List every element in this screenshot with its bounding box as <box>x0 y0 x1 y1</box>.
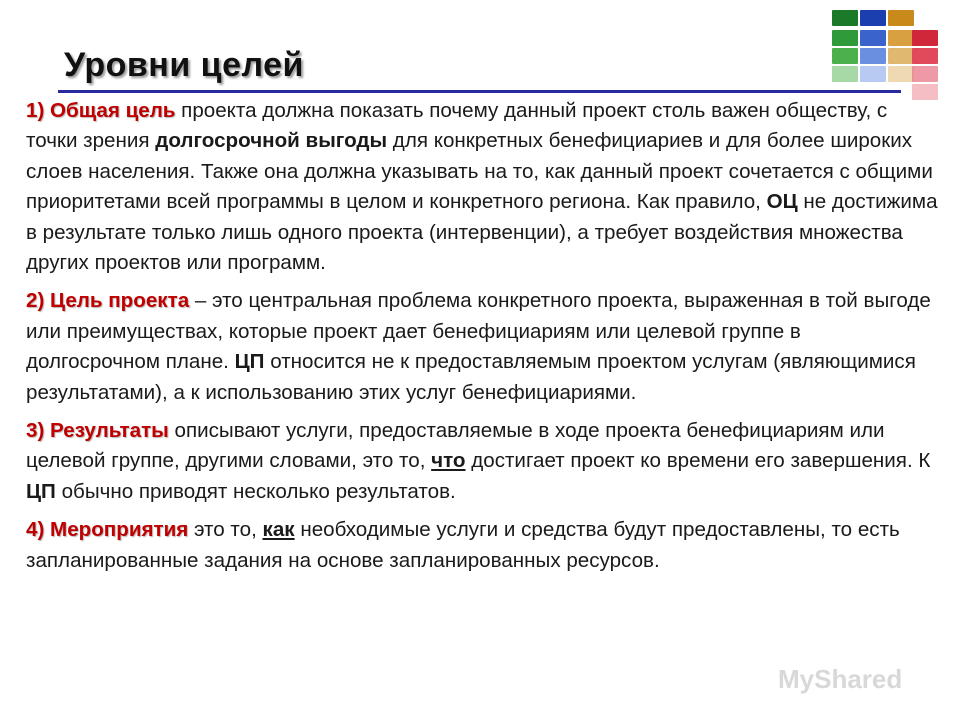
text-run: обычно приводят несколько результатов. <box>55 479 456 503</box>
cube-tile <box>832 30 858 46</box>
text-run: не достижима в результате только лишь одного проекта (интервенции), а требует воздействия множества других проектов или программ. <box>26 190 938 275</box>
paragraph-project-goal <box>26 286 938 408</box>
slide-body <box>26 96 938 584</box>
cube-tile <box>832 10 858 26</box>
text-run: для конкретных бенефициариев и для более широких слоев населения. Также она должна указывать на то, как данный проект сочетается с общими приоритетами всей программы в целом и конкретного региона. Как правило, <box>26 129 933 214</box>
heading-activities: 4) Мероприятия <box>26 518 189 542</box>
underlined-text: как <box>262 518 295 542</box>
paragraph-activities <box>26 515 938 576</box>
heading-general-goal: 1) Общая цель <box>26 99 176 122</box>
cube-tile <box>888 66 914 82</box>
cube-tile <box>832 48 858 64</box>
cube-tile <box>912 30 938 46</box>
bold-text: ОЦ <box>766 190 798 214</box>
underlined-text: что <box>431 449 466 473</box>
cube-tile <box>888 30 914 46</box>
text-run: проекта должна показать почему данный проект столь важен обществу, с точки зрения <box>26 99 888 153</box>
cube-tile <box>860 30 886 46</box>
paragraph-general-goal <box>26 96 938 278</box>
watermark-logo: MyShared <box>778 664 903 694</box>
cube-tile <box>912 48 938 64</box>
text-run: это то, <box>188 518 263 542</box>
bold-text: долгосрочной выгоды <box>155 129 388 153</box>
cube-tile <box>912 66 938 82</box>
slide-title: Уровни целей <box>64 46 304 84</box>
cube-tile <box>860 10 886 26</box>
text-run: необходимые услуги и средства будут предоставлены, то есть запланированные задания на основе запланированных ресурсов. <box>26 518 900 572</box>
bold-text: ЦП <box>234 350 265 374</box>
text-run: относится не к предоставляемым проектом услугам (являющимися результатами), а к использованию этих услуг бенефициариями. <box>26 350 916 404</box>
cube-tile <box>888 48 914 64</box>
cubes-logo-icon <box>832 10 944 106</box>
heading-results: 3) Результаты <box>26 419 169 443</box>
heading-project-goal: 2) Цель проекта <box>26 289 190 313</box>
bold-text: ЦП <box>26 479 56 503</box>
text-run: описывают услуги, предоставляемые в ходе проекта бенефициариям или целевой группе, другими словами, это то, <box>26 419 885 473</box>
cube-tile <box>860 48 886 64</box>
cube-tile <box>860 66 886 82</box>
cube-tile <box>832 66 858 82</box>
paragraph-results <box>26 416 938 507</box>
cube-tile <box>888 10 914 26</box>
title-underline <box>58 90 901 93</box>
text-run: достигает проект ко времени его завершения. К <box>465 449 931 473</box>
text-run: – это центральная проблема конкретного проекта, выраженная в той выгоде или преимуществах, которые проект дает бенефициариям или целевой группе в долгосрочном плане. <box>26 289 931 374</box>
paragraph-content <box>26 99 938 274</box>
